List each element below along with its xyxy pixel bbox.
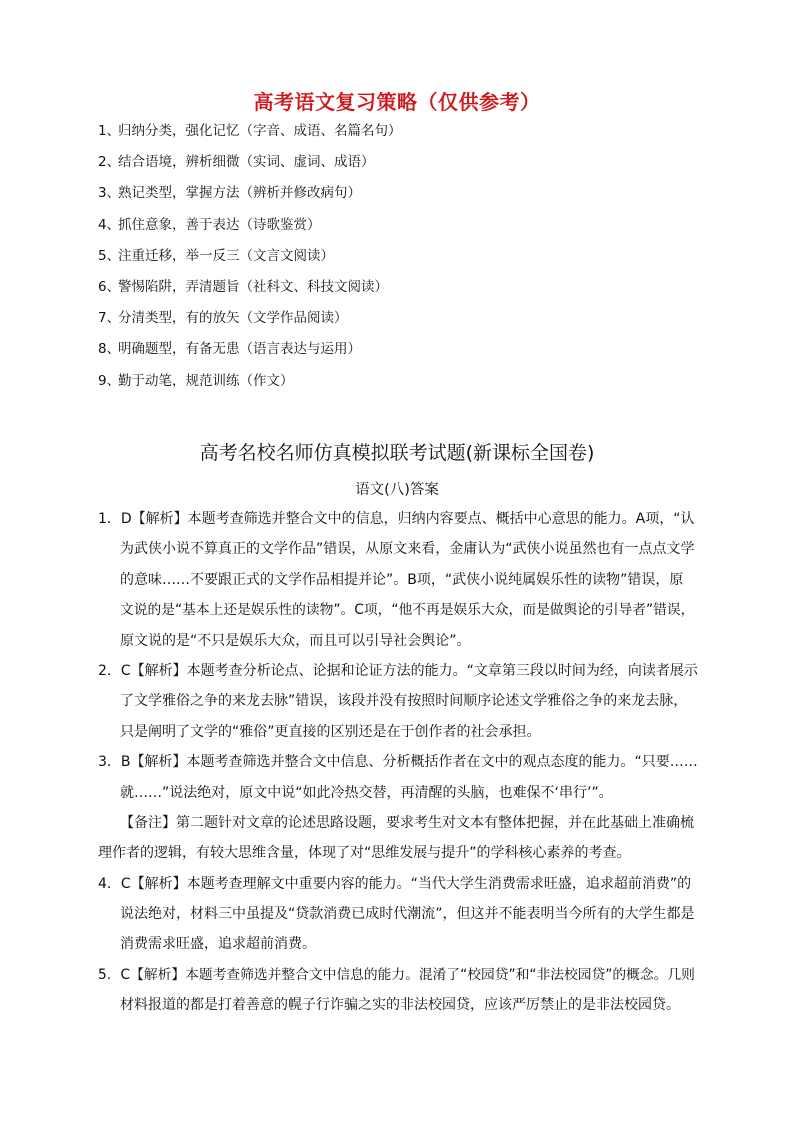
- answer-line: 消费需求旺盛，追求超前消费。: [120, 936, 316, 953]
- strategy-item: [98, 308, 402, 339]
- strategy-text: 归纳分类，强化记忆（字音、成语、名篇名句）: [118, 123, 402, 139]
- strategy-item: [98, 121, 402, 152]
- answer-line: 就……”说法绝对，原文中说“如此冷热交替，再清醒的头脑，也难保不‘串行’”。: [120, 784, 613, 801]
- strategy-text: 抓住意象，善于表达（诗歌鉴赏）: [118, 216, 321, 233]
- strategy-text: 注重迁移，举一反三（文言文阅读）: [118, 247, 334, 264]
- strategy-item: [98, 277, 402, 308]
- answer-line: 原文说的是“不只是娱乐大众，而且可以引导社会舆论”。: [120, 632, 471, 649]
- strategy-text: 熟记类型，掌握方法（辨析并修改病句）: [118, 185, 361, 202]
- strategy-number: 7、: [98, 310, 121, 327]
- answer-line: 为武侠小说不算真正的文学作品”错误，从原文来看，金庸认为“武侠小说虽然也有一点点文学: [120, 541, 695, 558]
- strategy-number: 1、: [98, 123, 121, 139]
- answer-line: 3．B【解析】本题考查筛选并整合文中信息、分析概括作者在文中的观点态度的能力。“只要……: [98, 754, 698, 771]
- answer-line: 1．D【解析】本题考查筛选并整合文中的信息，归纳内容要点、概括中心意思的能力。A项，“认: [98, 511, 695, 527]
- strategy-number: 9、: [98, 372, 121, 389]
- strategy-number: 5、: [98, 247, 121, 264]
- strategy-item: [98, 152, 402, 183]
- strategy-number: 4、: [98, 216, 121, 233]
- answer-line: 了文学雅俗之争的来龙去脉”错误，该段并没有按照时间顺序论述文学雅俗之争的来龙去脉，: [120, 693, 688, 710]
- strategy-text: 勤于动笔，规范训练（作文）: [118, 372, 294, 389]
- answer-note-line: 理作者的逻辑，有较大思维含量，体现了对“思维发展与提升”的学科核心素养的考查。: [98, 845, 631, 862]
- answer-line: 2．C【解析】本题考查分析论点、论据和论证方法的能力。“文章第三段以时间为经，向读者展示: [98, 662, 698, 679]
- answer-line: 材料报道的都是打着善意的幌子行诈骗之实的非法校园贷，应该严厉禁止的是非法校园贷。: [120, 997, 680, 1014]
- answer-line: 4．C【解析】本题考查理解文中重要内容的能力。“当代大学生消费需求旺盛，追求超前消费”的: [98, 875, 692, 892]
- paper-title: 高考名校名师仿真模拟联考试题(新课标全国卷): [199, 442, 595, 464]
- answer-line: 说法绝对，材料三中虽提及“贷款消费已成时代潮流”，但这并不能表明当今所有的大学生都是: [120, 906, 695, 923]
- answer-line: 只是阐明了文学的“雅俗”更直接的区别还是在于创作者的社会承担。: [120, 723, 541, 740]
- answer-section: [98, 508, 702, 1025]
- strategy-text: 分清类型，有的放矢（文学作品阅读）: [118, 310, 348, 327]
- paper-subtitle: 语文(八)答案: [355, 482, 439, 498]
- answer-line: 5．C【解析】本题考查筛选并整合文中信息的能力。混淆了“校园贷”和“非法校园贷”的概念。几则: [98, 966, 695, 983]
- strategy-number: 3、: [98, 185, 121, 202]
- strategy-number: 6、: [98, 278, 121, 295]
- answer-note-line: 【备注】第二题针对文章的论述思路设题，要求考生对文本有整体把握，并在此基础上准确梳: [120, 814, 694, 831]
- strategy-text: 明确题型，有备无患（语言表达与运用）: [118, 341, 361, 358]
- strategy-number: 8、: [98, 341, 121, 358]
- strategy-item: [98, 183, 402, 214]
- strategy-number: 2、: [98, 154, 121, 171]
- page-title: 高考语文复习策略（仅供参考）: [253, 90, 541, 114]
- strategy-item: [98, 246, 402, 277]
- strategy-item: [98, 215, 402, 246]
- answer-line: 文说的是“基本上还是娱乐性的读物”。C项，“他不再是娱乐大众，而是做舆论的引导者”错误，: [120, 602, 695, 619]
- strategy-text: 结合语境，辨析细微（实词、虚词、成语）: [118, 154, 375, 171]
- strategy-list: [98, 121, 402, 402]
- strategy-text: 警惕陷阱，弄清题旨（社科文、科技文阅读）: [118, 278, 388, 295]
- answer-line: 的意味……不要跟正式的文学作品相提并论”。B项，“武侠小说纯属娱乐性的读物”错误，原: [120, 571, 684, 588]
- strategy-item: [98, 339, 402, 370]
- strategy-item: [98, 371, 402, 402]
